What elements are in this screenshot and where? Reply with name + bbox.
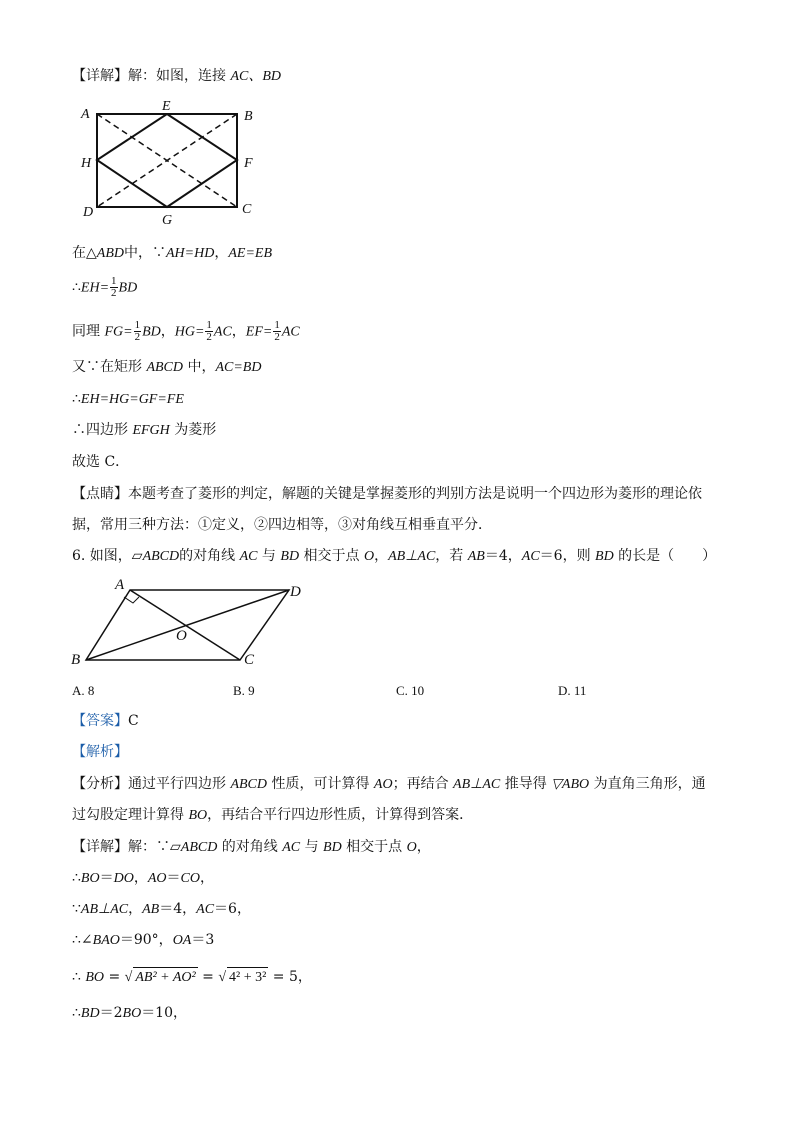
fig2-label-o: O	[176, 628, 187, 644]
fig2-label-b: B	[71, 652, 81, 668]
fig2-label-d: D	[290, 584, 301, 600]
solution-line-6: ∴BD＝2BO＝10，	[72, 1005, 188, 1021]
analysis-line-2: 过勾股定理计算得 BO，再结合平行四边形性质，计算得到答案．	[72, 807, 474, 823]
option-c: C. 10	[396, 683, 425, 698]
solution-line-5: ∴ BO = √ AB² + AO² = √ 4² + 3² = 5，	[72, 967, 312, 988]
comment-line-1: 【点睛】本题考查了菱形的判定，解题的关键是掌握菱形的判别方法是说明一个四边形为菱形的理论依	[72, 486, 702, 502]
analysis-heading: 【解析】	[72, 744, 128, 760]
proof-line-5: ∴EH=HG=GF=FE	[72, 391, 184, 407]
comment-line-2: 据，常用三种方法：①定义，②四边相等，③对角线互相垂直平分．	[72, 517, 492, 533]
proof-line-4: 又∵在矩形 ABCD 中，AC=BD	[72, 359, 262, 375]
proof-line-1: 在△ABD中，∵AH=HD，AE=EB	[72, 245, 272, 261]
answer-line: 【答案】C	[72, 713, 139, 729]
fig1-label-h: H	[81, 156, 92, 171]
fig1-label-b: B	[244, 109, 253, 124]
proof-line-6: ∴四边形 EFGH 为菱形	[72, 422, 217, 438]
solution-line-1: 【详解】解：∵▱ABCD 的对角线 AC 与 BD 相交于点 O，	[72, 839, 431, 855]
fig2-label-c: C	[244, 652, 255, 668]
proof-line-3: 同理 FG= $\frac{1}{2}$ BD，HG= $\frac{1}{2}$ AC，EF= $\frac{1}{2}$ AC	[72, 319, 300, 343]
solution-line-2: ∴BO＝DO，AO＝CO，	[72, 870, 214, 886]
rectangle-rhombus-figure	[76, 96, 276, 231]
choose-line: 故选 C．	[72, 454, 130, 470]
solution-line-4: ∴∠BAO＝90°，OA＝3	[72, 932, 215, 948]
fig1-label-d: D	[83, 205, 94, 220]
fig1-label-f: F	[244, 156, 253, 171]
analysis-line-1: 【分析】通过平行四边形 ABCD 性质，可计算得 AO；再结合 AB⊥AC 推导得 ▽ABO 为直角三角形，通	[72, 776, 706, 792]
solution-line-3: ∵AB⊥AC，AB＝4，AC＝6，	[72, 901, 251, 917]
option-b: B. 9	[233, 683, 255, 698]
fig1-label-c: C	[242, 202, 252, 217]
proof-line-2: ∴EH= $\frac{1}{2}$ BD	[72, 275, 138, 299]
fig1-label-g: G	[162, 213, 173, 228]
option-a: A. 8	[72, 683, 95, 698]
question-6: 6. 如图，▱ABCD的对角线 AC 与 BD 相交于点 O，AB⊥AC，若 AB＝4，AC＝6，则 BD 的长是（ ）	[72, 548, 717, 564]
parallelogram-figure	[66, 572, 316, 672]
fig2-label-a: A	[115, 577, 125, 593]
detail-heading: 【详解】解：如图，连接 AC、BD	[72, 68, 282, 84]
option-d: D. 11	[558, 683, 587, 698]
fig1-label-e: E	[162, 99, 171, 114]
fig1-label-a: A	[81, 107, 90, 122]
